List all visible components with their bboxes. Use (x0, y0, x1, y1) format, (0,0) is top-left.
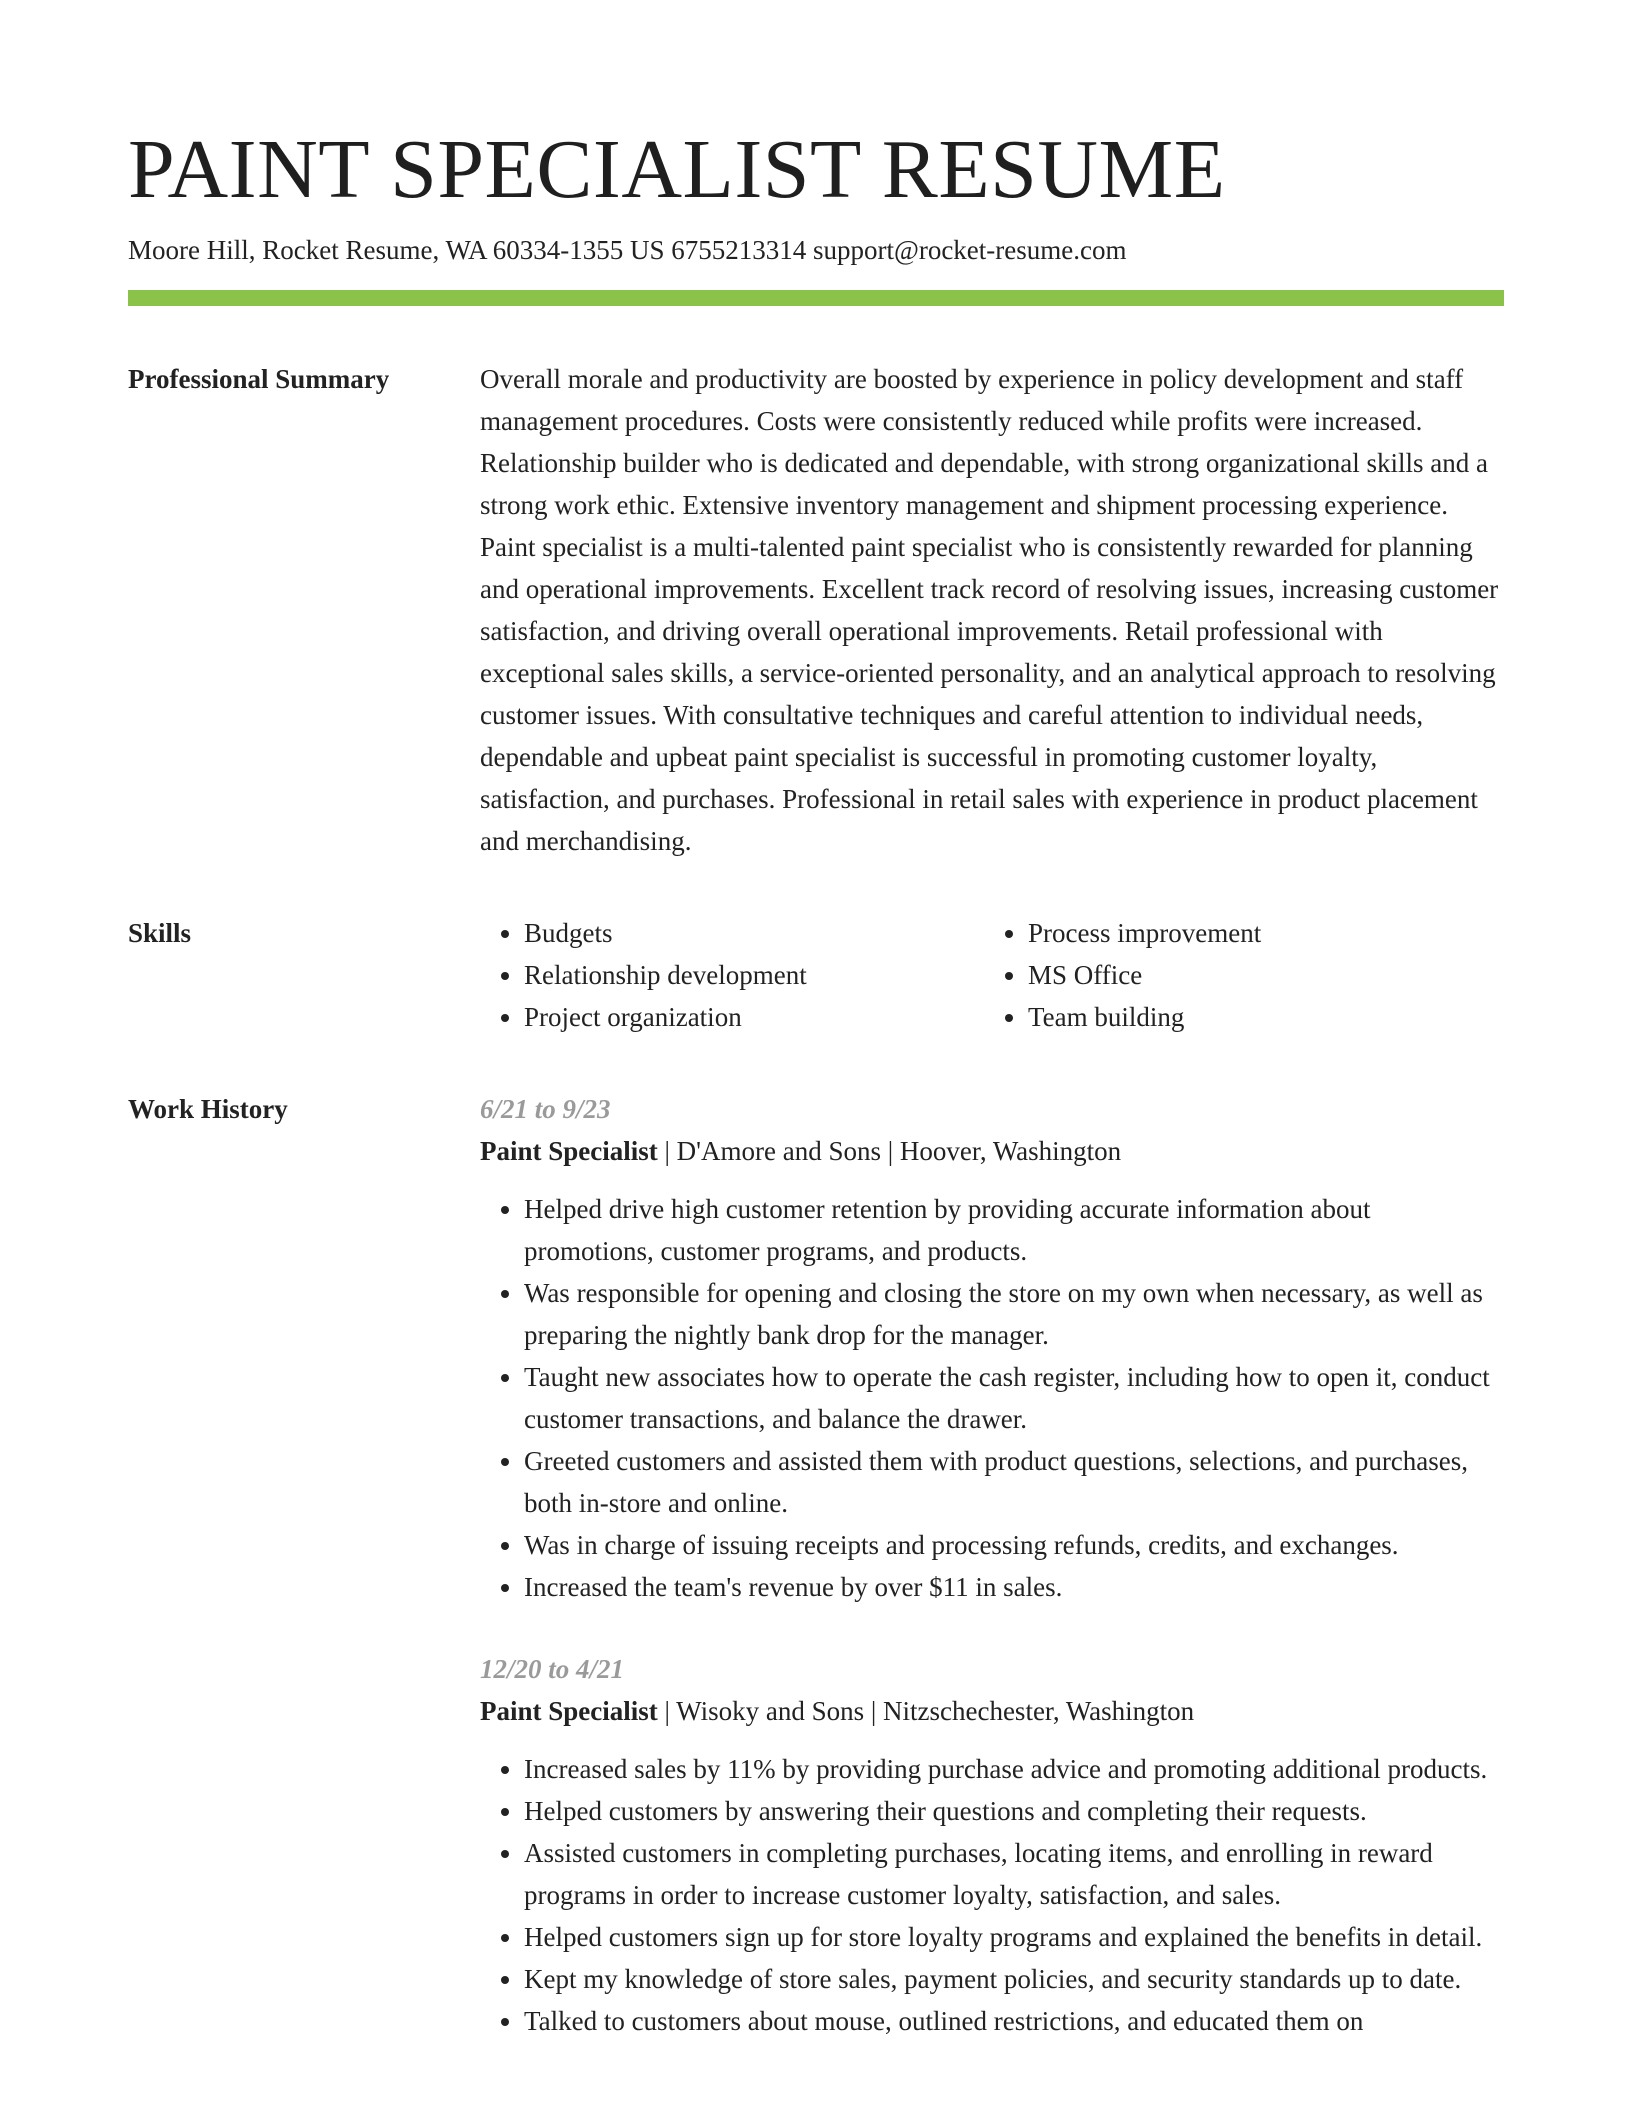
work-history-body (480, 1088, 1504, 2082)
job-dates: 6/21 to 9/23 (480, 1094, 611, 1124)
skill-item: • Project organization (524, 996, 984, 1038)
job-entry (480, 1648, 1504, 2042)
job-details: | Wisoky and Sons | Nitzschechester, Washington (657, 1696, 1195, 1726)
job-bullet: • Helped customers sign up for store loyalty programs and explained the benefits in detail. (524, 1916, 1504, 1958)
skills-list-left (480, 912, 984, 1038)
job-bullet: • Helped customers by answering their questions and completing their requests. (524, 1790, 1504, 1832)
job-title: Paint Specialist (480, 1136, 658, 1166)
resume-page (128, 120, 1504, 2082)
skill-item: • Budgets (524, 912, 984, 954)
job-heading (480, 1690, 1504, 1732)
job-bullet: • Was responsible for opening and closing the store on my own when necessary, as well as preparing the nightly bank drop for the manager. (524, 1272, 1504, 1356)
job-bullet: • Helped drive high customer retention by providing accurate information about promotions, customer programs, and products. (524, 1188, 1504, 1272)
work-history-section (128, 1088, 1504, 2082)
job-dates: 12/20 to 4/21 (480, 1654, 625, 1684)
job-title: Paint Specialist (480, 1696, 658, 1726)
job-heading (480, 1130, 1504, 1172)
skill-item: • Relationship development (524, 954, 984, 996)
job-bullet: • Taught new associates how to operate the cash register, including how to open it, conduct customer transactions, and balance the drawer. (524, 1356, 1504, 1440)
section-label-work-history: Work History (128, 1094, 288, 1124)
section-label-skills: Skills (128, 918, 192, 948)
job-bullet: • Greeted customers and assisted them with product questions, selections, and purchases, both in-store and online. (524, 1440, 1504, 1524)
summary-body (480, 358, 1504, 862)
skills-section (128, 912, 1504, 1038)
job-bullet: • Was in charge of issuing receipts and processing refunds, credits, and exchanges. (524, 1524, 1504, 1566)
resume-title: PAINT SPECIALIST RESUME (128, 123, 1226, 216)
job-bullet: • Kept my knowledge of store sales, payment policies, and security standards up to date. (524, 1958, 1504, 2000)
skill-item: • MS Office (1028, 954, 1488, 996)
skills-body (480, 912, 1504, 1038)
contact-line: Moore Hill, Rocket Resume, WA 60334-1355 US 6755213314 support@rocket-resume.com (128, 235, 1127, 265)
job-entry (480, 1088, 1504, 1608)
accent-divider (128, 290, 1504, 306)
skill-item: • Team building (1028, 996, 1488, 1038)
job-bullets (480, 1748, 1504, 2042)
job-bullet: • Assisted customers in completing purchases, locating items, and enrolling in reward programs in order to increase customer loyalty, satisfaction, and sales. (524, 1832, 1504, 1916)
job-details: | D'Amore and Sons | Hoover, Washington (657, 1136, 1122, 1166)
skills-list-right (984, 912, 1488, 1038)
job-bullet: • Increased the team's revenue by over $11 in sales. (524, 1566, 1504, 1608)
job-bullet: • Increased sales by 11% by providing purchase advice and promoting additional products. (524, 1748, 1504, 1790)
job-bullet: • Talked to customers about mouse, outlined restrictions, and educated them on (524, 2000, 1504, 2042)
section-label-summary: Professional Summary (128, 364, 390, 394)
professional-summary-section (128, 358, 1504, 862)
skill-item: • Process improvement (1028, 912, 1488, 954)
summary-text: Overall morale and productivity are boosted by experience in policy development and staff management procedures. Costs were consistently reduced while profits were increased. Relationship builder who is dedicated and dependable, with strong organizational skills and a strong work ethic. Extensive inventory management and shipment processing experience. Paint specialist is a multi-talented paint specialist who is consistently rewarded for planning and operational improvements. Excellent track record of resolving issues, increasing customer satisfaction, and driving overall operational improvements. Retail professional with exceptional sales skills, a service-oriented personality, and an analytical approach to resolving customer issues. With consultative techniques and careful attention to individual needs, dependable and upbeat paint specialist is successful in promoting customer loyalty, satisfaction, and purchases. Professional in retail sales with experience in product placement and merchandising. (480, 364, 1499, 856)
job-bullets (480, 1188, 1504, 1608)
